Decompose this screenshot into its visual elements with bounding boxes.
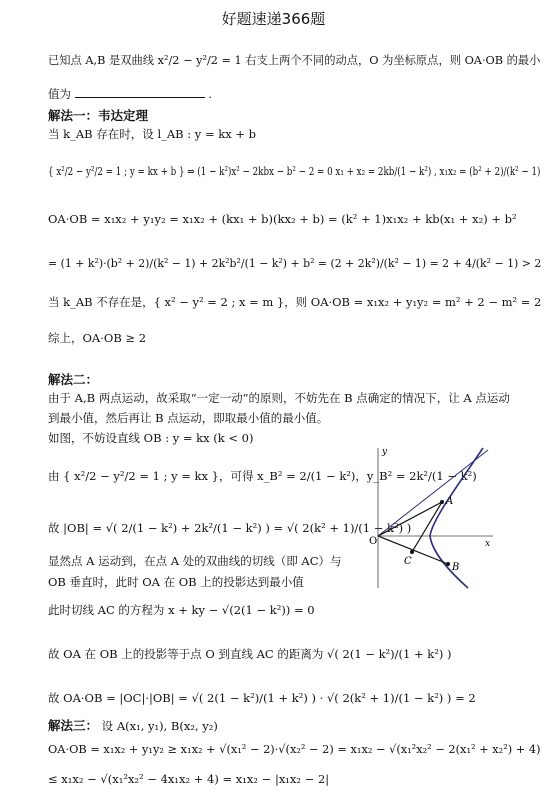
method3-setup: 设 A(x₁, y₁), B(x₂, y₂) xyxy=(101,719,218,733)
method1-line-2: { x²/2 − y²/2 = 1 ; y = kx + b } ⇒ (1 − k²)x² − 2kbx − b² − 2 = 0 x₁ + x₂ = 2kb/(1 − k²) , x₁x₂ = (b² + 2)/(k² − 1) xyxy=(48,164,541,178)
method2-line-5: 故 |OB| = √( 2/(1 − k²) + 2k²/(1 − k²) ) = √( 2(k² + 1)/(1 − k²) ) xyxy=(48,521,412,535)
problem-answer-suffix: . xyxy=(208,87,212,101)
method1-line-1: 当 k_AB 存在时，设 l_AB : y = kx + b xyxy=(48,127,257,141)
point-a-label: A xyxy=(446,496,454,507)
problem-line-1: 已知点 A,B 是双曲线 x²/2 − y²/2 = 1 右支上两个不同的动点，O 为坐标原点，则 OA·OB 的最小 xyxy=(48,53,541,67)
point-c xyxy=(410,550,414,554)
method3-heading: 解法三： xyxy=(48,718,99,733)
point-c-label: C xyxy=(404,556,412,567)
line-oa-extended xyxy=(378,450,488,536)
method2-line-6: 显然点 A 运动到，在点 A 处的双曲线的切线（即 AC）与 xyxy=(48,554,342,568)
hyperbola-figure xyxy=(368,440,498,590)
x-axis-label: x xyxy=(485,539,491,549)
point-b-label: B xyxy=(452,562,460,573)
problem-line-2 xyxy=(48,86,212,102)
method3-line-3: ≤ x₁x₂ − √(x₁²x₂² − 4x₁x₂ + 4) = x₁x₂ − |x₁x₂ − 2| xyxy=(48,772,330,786)
method2-heading: 解法二： xyxy=(48,372,99,387)
method3-line-2: OA·OB = x₁x₂ + y₁y₂ ≥ x₁x₂ + √(x₁² − 2)·√(x₂² − 2) = x₁x₂ − √(x₁²x₂² − 2(x₁² + x₂²) + 4) xyxy=(48,742,541,756)
origin-label: O xyxy=(369,536,378,547)
point-a xyxy=(440,500,444,504)
method2-line-10: 故 OA·OB = |OC|·|OB| = √( 2(1 − k²)/(1 + k²) ) · √( 2(k² + 1)/(1 − k²) ) = 2 xyxy=(48,691,476,705)
method1-heading: 解法一：韦达定理 xyxy=(48,108,149,123)
point-b xyxy=(446,562,450,566)
method2-line-2: 到最小值，然后再让 B 点运动，即取最小值的最小值。 xyxy=(48,411,329,425)
method2-line-8: 此时切线 AC 的方程为 x + ky − √(2(1 − k²)) = 0 xyxy=(48,603,315,617)
page-title: 好题速递366题 xyxy=(221,10,326,28)
method2-line-3: 如图，不妨设直线 OB : y = kx (k < 0) xyxy=(48,431,254,445)
method2-line-7: OB 垂直时，此时 OA 在 OB 上的投影达到最小值 xyxy=(48,575,304,589)
method2-line-9: 故 OA 在 OB 上的投影等于点 O 到直线 AC 的距离为 √( 2(1 − k²)/(1 + k²) ) xyxy=(48,647,452,661)
method1-line-6: 综上，OA·OB ≥ 2 xyxy=(48,331,147,345)
method2-line-4: 由 { x²/2 − y²/2 = 1 ; y = kx }，可得 x_B² = 2/(1 − k²)，y_B² = 2k²/(1 − k²) xyxy=(48,469,477,483)
y-axis-label: y xyxy=(382,447,388,457)
method2-line-1: 由于 A,B 两点运动，故采取“一定一动”的原则，不妨先在 B 点确定的情况下，让 A 点运动 xyxy=(48,391,510,405)
method1-line-3: OA·OB = x₁x₂ + y₁y₂ = x₁x₂ + (kx₁ + b)(kx₂ + b) = (k² + 1)x₁x₂ + kb(x₁ + x₂) + b² xyxy=(48,212,517,226)
method3-line-1 xyxy=(48,716,218,734)
problem-answer-prefix: 值为 xyxy=(48,87,71,101)
method1-line-5: 当 k_AB 不存在是，{ x² − y² = 2 ; x = m }，则 OA·OB = x₁x₂ + y₁y₂ = m² + 2 − m² = 2 xyxy=(48,295,542,309)
method1-line-4: = (1 + k²)·(b² + 2)/(k² − 1) + 2k²b²/(1 − k²) + b² = (2 + 2k²)/(k² − 1) = 2 + 4/(k² − 1) > 2 xyxy=(48,256,542,270)
answer-blank xyxy=(75,86,205,98)
